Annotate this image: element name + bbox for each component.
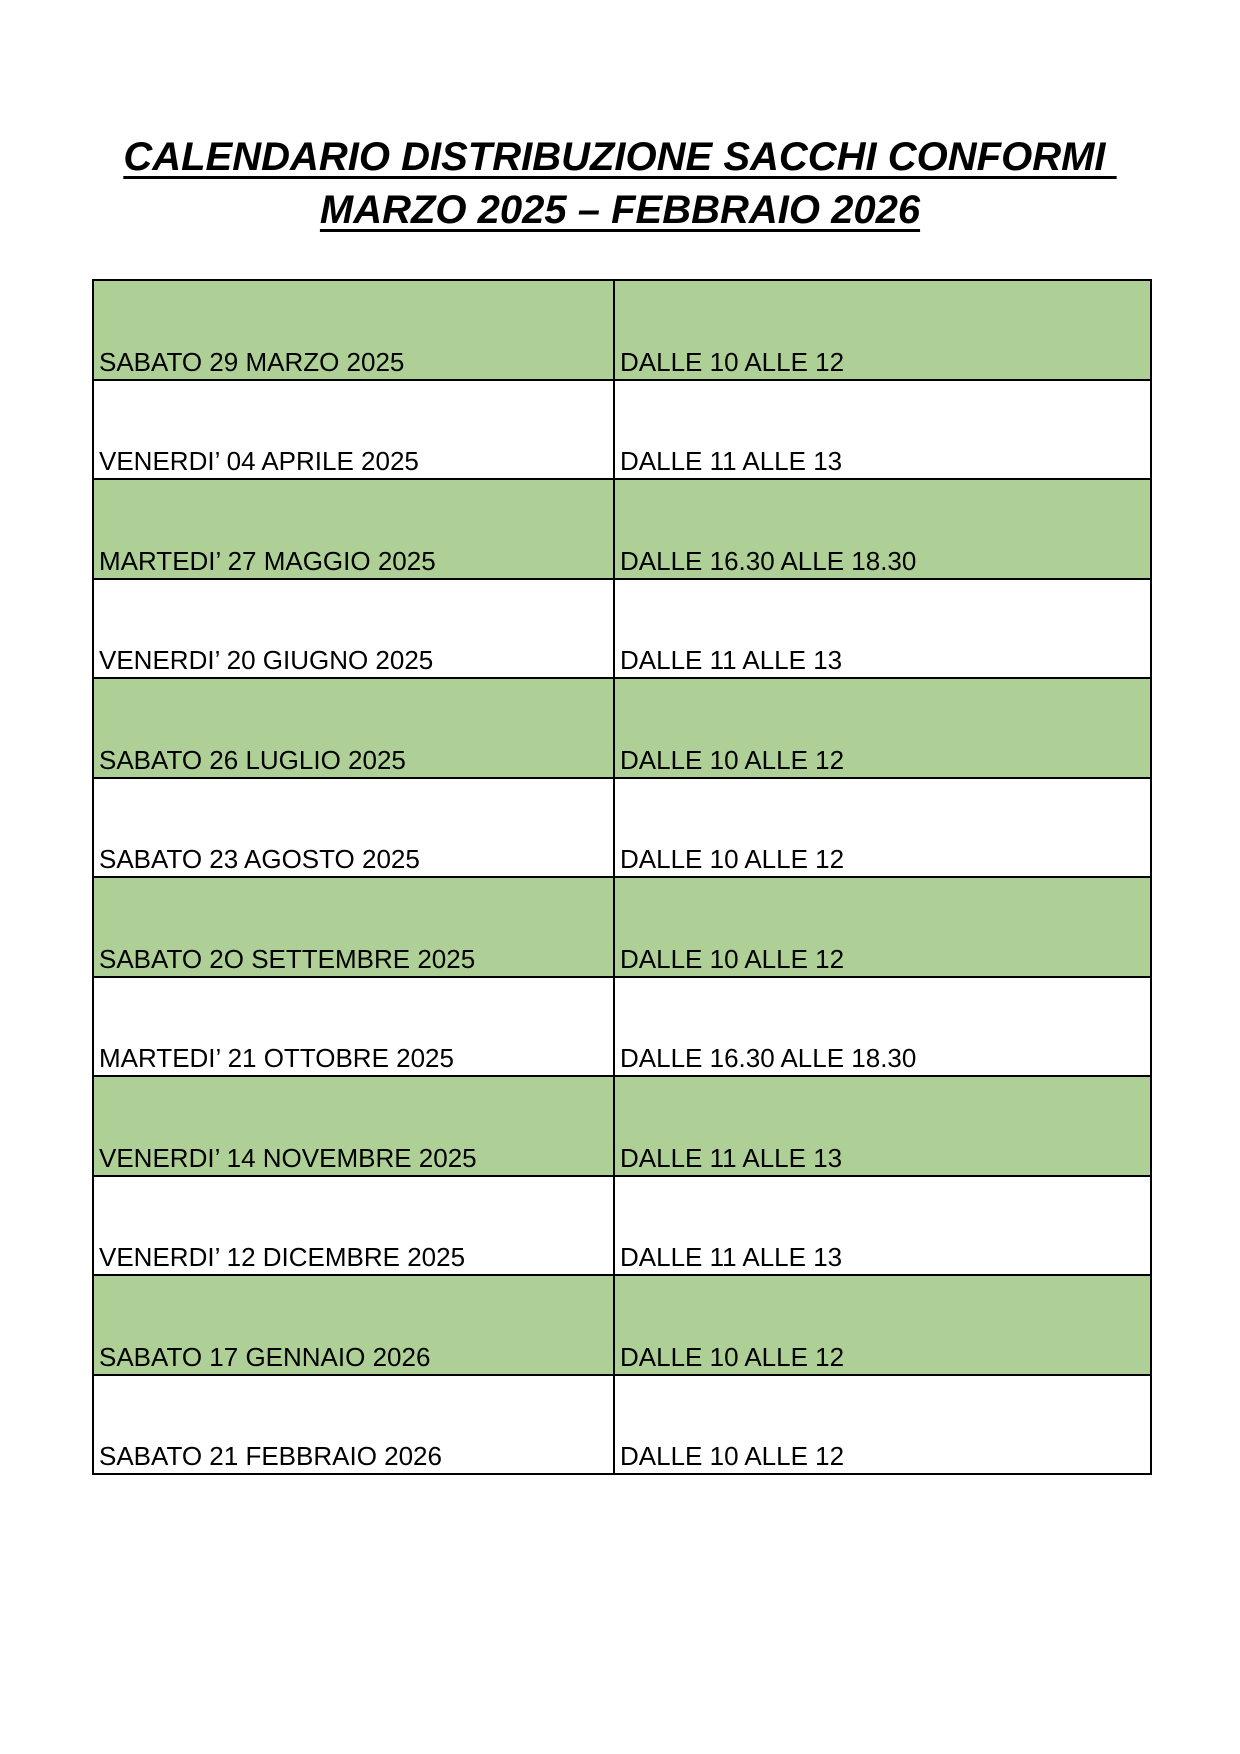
- table-row: [93, 1176, 1151, 1276]
- table-row: [93, 1275, 1151, 1375]
- table-row: [93, 280, 1151, 380]
- title-line-2: MARZO 2025 – FEBBRAIO 2026: [319, 188, 921, 232]
- table-row: [93, 479, 1151, 579]
- date-cell: MARTEDI’ 27 MAGGIO 2025: [93, 479, 614, 579]
- time-cell: DALLE 11 ALLE 13: [614, 1076, 1151, 1176]
- table-row: [93, 380, 1151, 480]
- time-cell: DALLE 16.30 ALLE 18.30: [614, 479, 1151, 579]
- time-cell: DALLE 10 ALLE 12: [614, 280, 1151, 380]
- date-cell: VENERDI’ 04 APRILE 2025: [93, 380, 614, 480]
- document-title: [0, 131, 1240, 237]
- date-cell: VENERDI’ 20 GIUGNO 2025: [93, 579, 614, 679]
- table-row: [93, 877, 1151, 977]
- title-line-1: CALENDARIO DISTRIBUZIONE SACCHI CONFORMI: [123, 135, 1117, 179]
- date-cell: MARTEDI’ 21 OTTOBRE 2025: [93, 977, 614, 1077]
- time-cell: DALLE 16.30 ALLE 18.30: [614, 977, 1151, 1077]
- table-row: [93, 977, 1151, 1077]
- time-cell: DALLE 10 ALLE 12: [614, 678, 1151, 778]
- time-cell: DALLE 10 ALLE 12: [614, 1375, 1151, 1475]
- date-cell: SABATO 21 FEBBRAIO 2026: [93, 1375, 614, 1475]
- time-cell: DALLE 10 ALLE 12: [614, 877, 1151, 977]
- date-cell: SABATO 17 GENNAIO 2026: [93, 1275, 614, 1375]
- date-cell: VENERDI’ 14 NOVEMBRE 2025: [93, 1076, 614, 1176]
- table-row: [93, 678, 1151, 778]
- date-cell: SABATO 29 MARZO 2025: [93, 280, 614, 380]
- time-cell: DALLE 10 ALLE 12: [614, 1275, 1151, 1375]
- table-row: [93, 1375, 1151, 1475]
- time-cell: DALLE 11 ALLE 13: [614, 1176, 1151, 1276]
- time-cell: DALLE 10 ALLE 12: [614, 778, 1151, 878]
- date-cell: SABATO 23 AGOSTO 2025: [93, 778, 614, 878]
- distribution-schedule-table: [92, 279, 1152, 1475]
- time-cell: DALLE 11 ALLE 13: [614, 579, 1151, 679]
- time-cell: DALLE 11 ALLE 13: [614, 380, 1151, 480]
- date-cell: VENERDI’ 12 DICEMBRE 2025: [93, 1176, 614, 1276]
- table-row: [93, 778, 1151, 878]
- table-row: [93, 579, 1151, 679]
- date-cell: SABATO 2O SETTEMBRE 2025: [93, 877, 614, 977]
- table-row: [93, 1076, 1151, 1176]
- date-cell: SABATO 26 LUGLIO 2025: [93, 678, 614, 778]
